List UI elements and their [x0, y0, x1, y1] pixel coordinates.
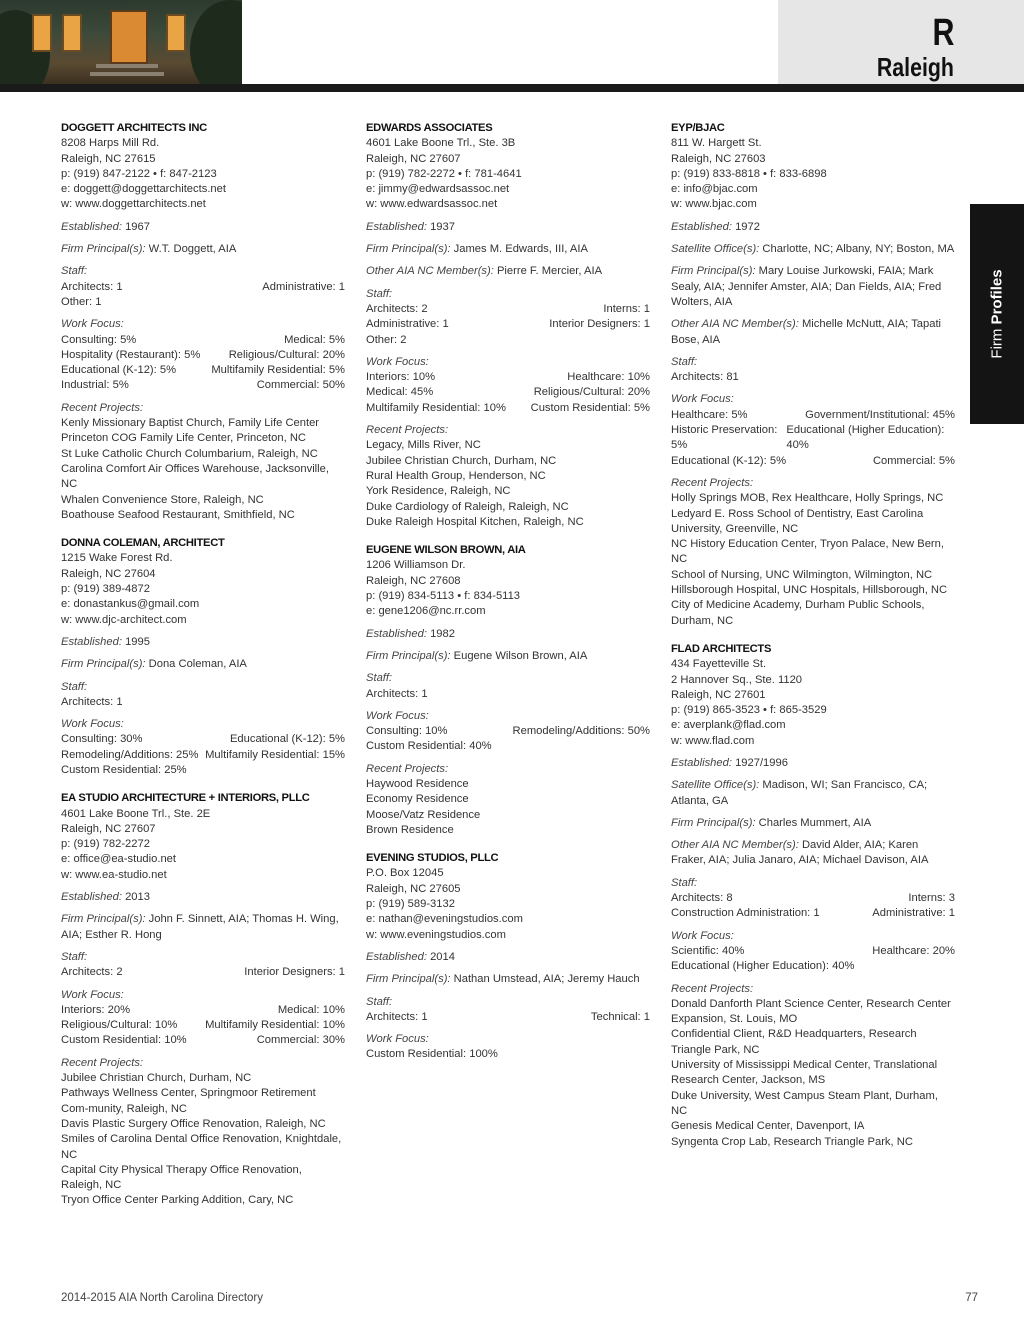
staff-section — [671, 876, 955, 922]
satellite-field — [671, 778, 955, 809]
pair-row — [61, 280, 345, 295]
firm-contact-line: e: doggett@doggettarchitects.net — [61, 183, 226, 196]
field-label: Recent Projects: — [61, 401, 144, 414]
firm-contact-line: 434 Fayetteville St. — [671, 658, 767, 671]
field-label: Firm Principal(s): — [366, 243, 451, 256]
pair-row — [61, 378, 345, 393]
project-item: Economy Residence — [366, 793, 469, 806]
pair-right: Healthcare: 20% — [872, 944, 955, 957]
firm-contact-line: 1215 Wake Forest Rd. — [61, 552, 173, 565]
firm-contact-line: Raleigh, NC 27603 — [671, 152, 766, 165]
field-label: Work Focus: — [366, 709, 429, 722]
pair-right: Commercial: 30% — [256, 1034, 345, 1047]
satellite-field — [671, 242, 955, 257]
field-value: 1967 — [125, 220, 150, 233]
project-item: Pathways Wellness Center, Springmoor Retirement Com-munity, Raleigh, NC — [61, 1087, 316, 1115]
field-label: Firm Principal(s): — [61, 243, 146, 256]
project-item: City of Medicine Academy, Durham Public Schools, Durham, NC — [671, 599, 925, 627]
staff-section — [366, 995, 650, 1026]
firm-name: EVENING STUDIOS, PLLC — [366, 852, 499, 865]
firm-name: FLAD ARCHITECTS — [671, 642, 772, 655]
field-label: Recent Projects: — [61, 1056, 144, 1069]
firm-contact-line: p: (919) 589-3132 — [366, 898, 455, 911]
firm-contact-line: e: gene1206@nc.rr.com — [366, 605, 486, 618]
firm-contact-line: w: www.doggettarchitects.net — [61, 198, 206, 211]
firm-contact-line: 1206 Williamson Dr. — [366, 559, 466, 572]
field-label: Firm Principal(s): — [366, 649, 451, 662]
firm-contact-line: Raleigh, NC 27608 — [366, 574, 461, 587]
field-label: Recent Projects: — [366, 762, 449, 775]
project-item: Duke University, West Campus Steam Plant, Durham, NC — [671, 1089, 938, 1117]
field-label: Established: — [61, 635, 122, 648]
field-label: Firm Principal(s): — [671, 816, 756, 829]
field-label: Work Focus: — [61, 718, 124, 731]
field-value: 1937 — [430, 220, 455, 233]
pair-row — [61, 295, 345, 310]
firm-contact-line: 2 Hannover Sq., Ste. 1120 — [671, 673, 803, 686]
field-value: Charles Mummert, AIA — [758, 816, 872, 829]
pair-left: Religious/Cultural: 10% — [61, 1019, 178, 1032]
pair-right: Administrative: 1 — [262, 280, 345, 293]
side-tab-label: Firm Profiles — [988, 269, 1006, 359]
field-label: Staff: — [366, 672, 393, 685]
column-3 — [671, 121, 955, 1163]
pair-row — [61, 1033, 345, 1048]
pair-left: Educational (K-12): 5% — [61, 364, 177, 377]
pair-left: Architects: 2 — [61, 966, 123, 979]
section-city: Raleigh — [876, 52, 954, 82]
project-item: Ledyard E. Ross School of Dentistry, East Carolina University, Greenville, NC — [671, 507, 924, 535]
staff-section — [61, 950, 345, 981]
pair-row — [671, 944, 955, 959]
staff-section — [366, 287, 650, 348]
page-number: 77 — [965, 1292, 978, 1304]
firm-contact-line: w: www.bjac.com — [671, 198, 757, 211]
section-letter: R — [932, 12, 954, 54]
column-2 — [366, 121, 650, 1076]
pair-row — [366, 302, 650, 317]
pair-row — [61, 1003, 345, 1018]
pair-left: Architects: 1 — [61, 280, 123, 293]
established-field — [366, 950, 650, 965]
firm-contact-line: p: (919) 833-8818 • f: 833-6898 — [671, 167, 827, 180]
field-value: James M. Edwards, III, AIA — [453, 243, 588, 256]
pair-row — [366, 385, 650, 400]
field-label: Other AIA NC Member(s): — [671, 839, 799, 852]
field-label: Staff: — [61, 680, 88, 693]
pair-row — [366, 687, 650, 702]
firm-name: DONNA COLEMAN, ARCHITECT — [61, 537, 225, 550]
pair-right: Multifamily Residential: 10% — [205, 1019, 345, 1032]
firm-contact-line: e: nathan@eveningstudios.com — [366, 913, 523, 926]
pair-right: Medical: 10% — [277, 1003, 345, 1016]
pair-left: Custom Residential: 10% — [61, 1034, 187, 1047]
firm-contact-line: e: office@ea-studio.net — [61, 853, 177, 866]
field-label: Firm Principal(s): — [366, 973, 451, 986]
pair-left: Interiors: 20% — [61, 1003, 131, 1016]
firm-contact-line: w: www.djc-architect.com — [61, 613, 187, 626]
field-label: Firm Principal(s): — [61, 913, 146, 926]
field-value: Madison, WI; San Francisco, CA; Atlanta, GA — [671, 779, 928, 807]
pair-row — [366, 1010, 650, 1025]
firm-contact-line: w: www.ea-studio.net — [61, 868, 167, 881]
pair-right: Commercial: 50% — [256, 379, 345, 392]
pair-row — [671, 423, 955, 454]
firm-contact-line: P.O. Box 12045 — [366, 867, 444, 880]
recent-projects-section — [366, 762, 650, 838]
pair-right: Medical: 5% — [284, 333, 345, 346]
firm-contact-line: p: (919) 834-5113 • f: 834-5113 — [366, 590, 521, 603]
firm-contact-line: Raleigh, NC 27605 — [366, 882, 461, 895]
principals-field — [61, 242, 345, 257]
field-value: Pierre F. Mercier, AIA — [496, 265, 603, 278]
field-value: John F. Sinnett, AIA; Thomas H. Wing, AIA; Esther R. Hong — [61, 913, 339, 941]
field-value: 1927/1996 — [735, 756, 788, 769]
firm-entry — [366, 851, 650, 1063]
field-label: Staff: — [366, 995, 393, 1008]
field-label: Staff: — [61, 265, 88, 278]
firm-contact-line: Raleigh, NC 27615 — [61, 152, 156, 165]
project-item: Smiles of Carolina Dental Office Renovation, Knightdale, NC — [61, 1133, 342, 1161]
field-value: 1982 — [430, 627, 455, 640]
pair-left: Construction Administration: 1 — [671, 907, 820, 920]
firm-contact-line: w: www.edwardsassoc.net — [366, 198, 498, 211]
project-item: Jubilee Christian Church, Durham, NC — [366, 454, 557, 467]
pair-right: Administrative: 1 — [872, 907, 955, 920]
field-label: Work Focus: — [671, 929, 734, 942]
field-label: Established: — [366, 220, 427, 233]
project-item: Confidential Client, R&D Headquarters, Research Triangle Park, NC — [671, 1028, 917, 1056]
project-item: NC History Education Center, Tryon Palace, New Bern, NC — [671, 538, 944, 566]
staff-section — [61, 680, 345, 711]
project-item: University of Mississippi Medical Center, Translational Research Center, Jackson, MS — [671, 1059, 938, 1087]
pair-left: Consulting: 10% — [366, 725, 448, 738]
staff-section — [366, 671, 650, 702]
header-rule — [0, 84, 1024, 92]
recent-projects-section — [671, 476, 955, 629]
pair-right: Healthcare: 10% — [567, 371, 650, 384]
pair-row — [671, 370, 955, 385]
pair-left: Consulting: 5% — [61, 333, 137, 346]
footer-title: 2014-2015 AIA North Carolina Directory — [61, 1292, 263, 1304]
firm-contact-line: 8208 Harps Mill Rd. — [61, 137, 160, 150]
pair-right: Religious/Cultural: 20% — [228, 348, 345, 361]
field-label: Other AIA NC Member(s): — [366, 265, 494, 278]
field-value: Nathan Umstead, AIA; Jeremy Hauch — [453, 973, 640, 986]
pair-right: Technical: 1 — [590, 1010, 650, 1023]
pair-row — [366, 739, 650, 754]
principals-field — [366, 649, 650, 664]
project-item: Duke Raleigh Hospital Kitchen, Raleigh, NC — [366, 515, 584, 528]
pair-right: Interior Designers: 1 — [244, 966, 345, 979]
pair-row — [671, 959, 955, 974]
project-item: Boathouse Seafood Restaurant, Smithfield, NC — [61, 508, 295, 521]
firm-contact-line: p: (919) 782-2272 • f: 781-4641 — [366, 167, 522, 180]
field-value: 2013 — [125, 891, 150, 904]
field-label: Established: — [366, 950, 427, 963]
principals-field — [61, 912, 345, 943]
recent-projects-section — [671, 982, 955, 1150]
project-item: School of Nursing, UNC Wilmington, Wilmington, NC — [671, 568, 933, 581]
pair-right: Educational (K-12): 5% — [229, 733, 345, 746]
firm-contact-line: p: (919) 847-2122 • f: 847-2123 — [61, 167, 217, 180]
pair-row — [61, 348, 345, 363]
field-value: Mary Louise Jurkowski, FAIA; Mark Sealy, AIA; Jennifer Amster, AIA; Dan Fields, AIA; Fred Wolters, AIA — [671, 265, 942, 308]
pair-row — [61, 695, 345, 710]
project-item: Capital City Physical Therapy Office Renovation, Raleigh, NC — [61, 1163, 302, 1192]
pair-row — [61, 363, 345, 378]
field-label: Staff: — [671, 355, 698, 368]
pair-left: Administrative: 1 — [366, 318, 449, 331]
pair-left: Consulting: 30% — [61, 733, 143, 746]
firm-entry — [671, 642, 955, 1150]
firm-contact-line: Raleigh, NC 27607 — [366, 152, 461, 165]
pair-row — [61, 748, 345, 763]
project-item: Kenly Missionary Baptist Church, Family Life Center — [61, 417, 320, 430]
pair-right: Government/Institutional: 45% — [805, 408, 955, 421]
field-label: Firm Principal(s): — [61, 658, 146, 671]
pair-left: Architects: 8 — [671, 892, 733, 905]
pair-row — [671, 891, 955, 906]
field-label: Other AIA NC Member(s): — [671, 318, 799, 331]
field-value: 1972 — [735, 220, 760, 233]
project-item: Haywood Residence — [366, 777, 469, 790]
other-members-field — [671, 838, 955, 869]
principals-field — [61, 657, 345, 672]
firm-contact-line: e: info@bjac.com — [671, 183, 758, 196]
field-value: Charlotte, NC; Albany, NY; Boston, MA — [762, 243, 955, 256]
work-focus-section — [671, 392, 955, 468]
firm-contact-line: 811 W. Hargett St. — [671, 137, 762, 150]
established-field — [671, 220, 955, 235]
pair-right: Religious/Cultural: 20% — [533, 386, 650, 399]
firm-contact-line: Raleigh, NC 27607 — [61, 822, 156, 835]
field-label: Staff: — [671, 876, 698, 889]
recent-projects-section — [61, 1056, 345, 1209]
pair-right: Multifamily Residential: 5% — [211, 364, 345, 377]
firm-name: EDWARDS ASSOCIATES — [366, 122, 493, 134]
established-field — [366, 220, 650, 235]
field-label: Staff: — [61, 950, 88, 963]
pair-left: Historic Preservation: 5% — [671, 424, 778, 452]
established-field — [61, 220, 345, 235]
field-label: Established: — [366, 627, 427, 640]
header-photo — [0, 0, 242, 84]
work-focus-section — [61, 988, 345, 1049]
pair-row — [671, 454, 955, 469]
pair-row — [366, 401, 650, 416]
pair-left: Scientific: 40% — [671, 944, 745, 957]
firm-contact-line: e: donastankus@gmail.com — [61, 598, 200, 611]
pair-row — [61, 965, 345, 980]
firm-name: EYP/BJAC — [671, 122, 725, 134]
firm-contact-line: 4601 Lake Boone Trl., Ste. 3B — [366, 137, 516, 150]
other-members-field — [671, 317, 955, 348]
firm-contact-line: e: averplank@flad.com — [671, 719, 786, 732]
firm-contact-line: p: (919) 782-2272 — [61, 838, 150, 851]
pair-left: Educational (Higher Education): 40% — [671, 960, 855, 973]
pair-left: Custom Residential: 100% — [366, 1048, 498, 1061]
work-focus-section — [61, 317, 345, 393]
project-item: Whalen Convenience Store, Raleigh, NC — [61, 493, 264, 506]
staff-section — [61, 264, 345, 310]
section-header — [778, 0, 1024, 84]
field-value: 2014 — [430, 950, 455, 963]
field-label: Work Focus: — [61, 318, 124, 331]
pair-left: Interiors: 10% — [366, 371, 436, 384]
field-label: Work Focus: — [671, 393, 734, 406]
pair-row — [61, 732, 345, 747]
project-item: Holly Springs MOB, Rex Healthcare, Holly Springs, NC — [671, 492, 944, 505]
project-item: Rural Health Group, Henderson, NC — [366, 469, 546, 482]
firm-name: EA STUDIO ARCHITECTURE + INTERIORS, PLLC — [61, 792, 310, 805]
pair-right: Commercial: 5% — [872, 454, 955, 467]
pair-left: Architects: 1 — [61, 695, 123, 708]
project-item: Genesis Medical Center, Davenport, IA — [671, 1120, 865, 1133]
pair-left: Educational (K-12): 5% — [671, 454, 787, 467]
project-item: Princeton COG Family Life Center, Princeton, NC — [61, 432, 306, 445]
pair-left: Custom Residential: 40% — [366, 740, 492, 753]
pair-row — [366, 724, 650, 739]
field-label: Recent Projects: — [671, 982, 754, 995]
pair-right: Interior Designers: 1 — [549, 318, 650, 331]
firm-entry — [61, 791, 345, 1208]
work-focus-section — [671, 929, 955, 975]
firm-name: EUGENE WILSON BROWN, AIA — [366, 544, 526, 557]
field-label: Firm Principal(s): — [671, 265, 756, 278]
work-focus-section — [61, 717, 345, 778]
field-label: Recent Projects: — [366, 424, 449, 437]
project-item: Duke Cardiology of Raleigh, Raleigh, NC — [366, 500, 569, 513]
pair-left: Custom Residential: 25% — [61, 763, 187, 776]
firm-entry — [366, 121, 650, 530]
firm-contact-line: w: www.flad.com — [671, 734, 755, 747]
pair-left: Other: 1 — [61, 295, 102, 308]
column-1 — [61, 121, 345, 1222]
established-field — [61, 890, 345, 905]
pair-right: Custom Residential: 5% — [530, 401, 650, 414]
project-item: St Luke Catholic Church Columbarium, Raleigh, NC — [61, 447, 318, 460]
project-item: Carolina Comfort Air Offices Warehouse, Jacksonville, NC — [61, 462, 329, 491]
firm-contact-line: p: (919) 865-3523 • f: 865-3529 — [671, 704, 827, 717]
pair-left: Architects: 2 — [366, 302, 428, 315]
field-value: W.T. Doggett, AIA — [148, 243, 237, 256]
firm-entry — [671, 121, 955, 629]
firm-entry — [61, 536, 345, 778]
work-focus-section — [366, 1032, 650, 1063]
principals-field — [671, 816, 955, 831]
field-label: Work Focus: — [366, 355, 429, 368]
field-value: 1995 — [125, 635, 150, 648]
principals-field — [671, 264, 955, 310]
firm-entry — [61, 121, 345, 523]
pair-right: Interns: 3 — [908, 892, 955, 905]
project-item: Tryon Office Center Parking Addition, Cary, NC — [61, 1194, 294, 1207]
pair-left: Remodeling/Additions: 25% — [61, 748, 199, 761]
pair-left: Architects: 1 — [366, 1010, 428, 1023]
field-label: Established: — [61, 220, 122, 233]
field-label: Recent Projects: — [671, 476, 754, 489]
field-value: Dona Coleman, AIA — [148, 658, 247, 671]
field-value: Eugene Wilson Brown, AIA — [453, 649, 588, 662]
field-value: Michelle McNutt, AIA; Tapati Bose, AIA — [671, 318, 942, 346]
firm-contact-line: p: (919) 389-4872 — [61, 583, 150, 596]
field-label: Established: — [671, 756, 732, 769]
pair-row — [61, 333, 345, 348]
established-field — [61, 635, 345, 650]
pair-row — [61, 763, 345, 778]
principals-field — [366, 242, 650, 257]
firm-entry — [366, 543, 650, 838]
project-item: Syngenta Crop Lab, Research Triangle Park, NC — [671, 1135, 913, 1148]
other-members-field — [366, 264, 650, 279]
field-label: Satellite Office(s): — [671, 779, 760, 792]
established-field — [671, 756, 955, 771]
pair-row — [671, 408, 955, 423]
pair-right: Interns: 1 — [603, 302, 650, 315]
pair-right: Remodeling/Additions: 50% — [512, 725, 650, 738]
pair-row — [671, 906, 955, 921]
pair-right: Multifamily Residential: 15% — [205, 748, 345, 761]
field-label: Established: — [671, 220, 732, 233]
established-field — [366, 627, 650, 642]
firm-contact-line: Raleigh, NC 27604 — [61, 567, 156, 580]
pair-left: Architects: 81 — [671, 371, 739, 384]
field-label: Established: — [61, 891, 122, 904]
firm-contact-line: w: www.eveningstudios.com — [366, 928, 506, 941]
firm-name: DOGGETT ARCHITECTS INC — [61, 122, 207, 134]
project-item: Hillsborough Hospital, UNC Hospitals, Hillsborough, NC — [671, 584, 948, 597]
pair-row — [366, 370, 650, 385]
pair-row — [366, 1047, 650, 1062]
field-label: Staff: — [366, 287, 393, 300]
principals-field — [366, 972, 650, 987]
field-label: Satellite Office(s): — [671, 243, 760, 256]
pair-left: Multifamily Residential: 10% — [366, 401, 506, 414]
pair-row — [366, 333, 650, 348]
project-item: Brown Residence — [366, 823, 454, 836]
pair-left: Architects: 1 — [366, 687, 428, 700]
project-item: Donald Danforth Plant Science Center, Research Center Expansion, St. Louis, MO — [671, 997, 951, 1026]
work-focus-section — [366, 709, 650, 755]
staff-section — [671, 355, 955, 386]
pair-left: Medical: 45% — [366, 386, 434, 399]
project-item: Jubilee Christian Church, Durham, NC — [61, 1072, 252, 1085]
firm-contact-line: Raleigh, NC 27601 — [671, 688, 766, 701]
pair-left: Healthcare: 5% — [671, 408, 748, 421]
recent-projects-section — [61, 401, 345, 523]
pair-row — [61, 1018, 345, 1033]
field-value: David Alder, AIA; Karen Fraker, AIA; Julia Janaro, AIA; Michael Davison, AIA — [671, 839, 929, 867]
work-focus-section — [366, 355, 650, 416]
field-label: Work Focus: — [366, 1033, 429, 1046]
field-label: Work Focus: — [61, 988, 124, 1001]
pair-row — [366, 317, 650, 332]
pair-left: Other: 2 — [366, 333, 407, 346]
project-item: Moose/Vatz Residence — [366, 808, 481, 821]
firm-contact-line: e: jimmy@edwardsassoc.net — [366, 183, 510, 196]
pair-left: Industrial: 5% — [61, 379, 129, 392]
project-item: York Residence, Raleigh, NC — [366, 485, 511, 498]
project-item: Legacy, Mills River, NC — [366, 439, 481, 452]
project-item: Davis Plastic Surgery Office Renovation, Raleigh, NC — [61, 1117, 326, 1130]
pair-right: Educational (Higher Education): 40% — [786, 424, 945, 452]
recent-projects-section — [366, 423, 650, 530]
firm-contact-line: 4601 Lake Boone Trl., Ste. 2E — [61, 807, 211, 820]
pair-left: Hospitality (Restaurant): 5% — [61, 348, 201, 361]
